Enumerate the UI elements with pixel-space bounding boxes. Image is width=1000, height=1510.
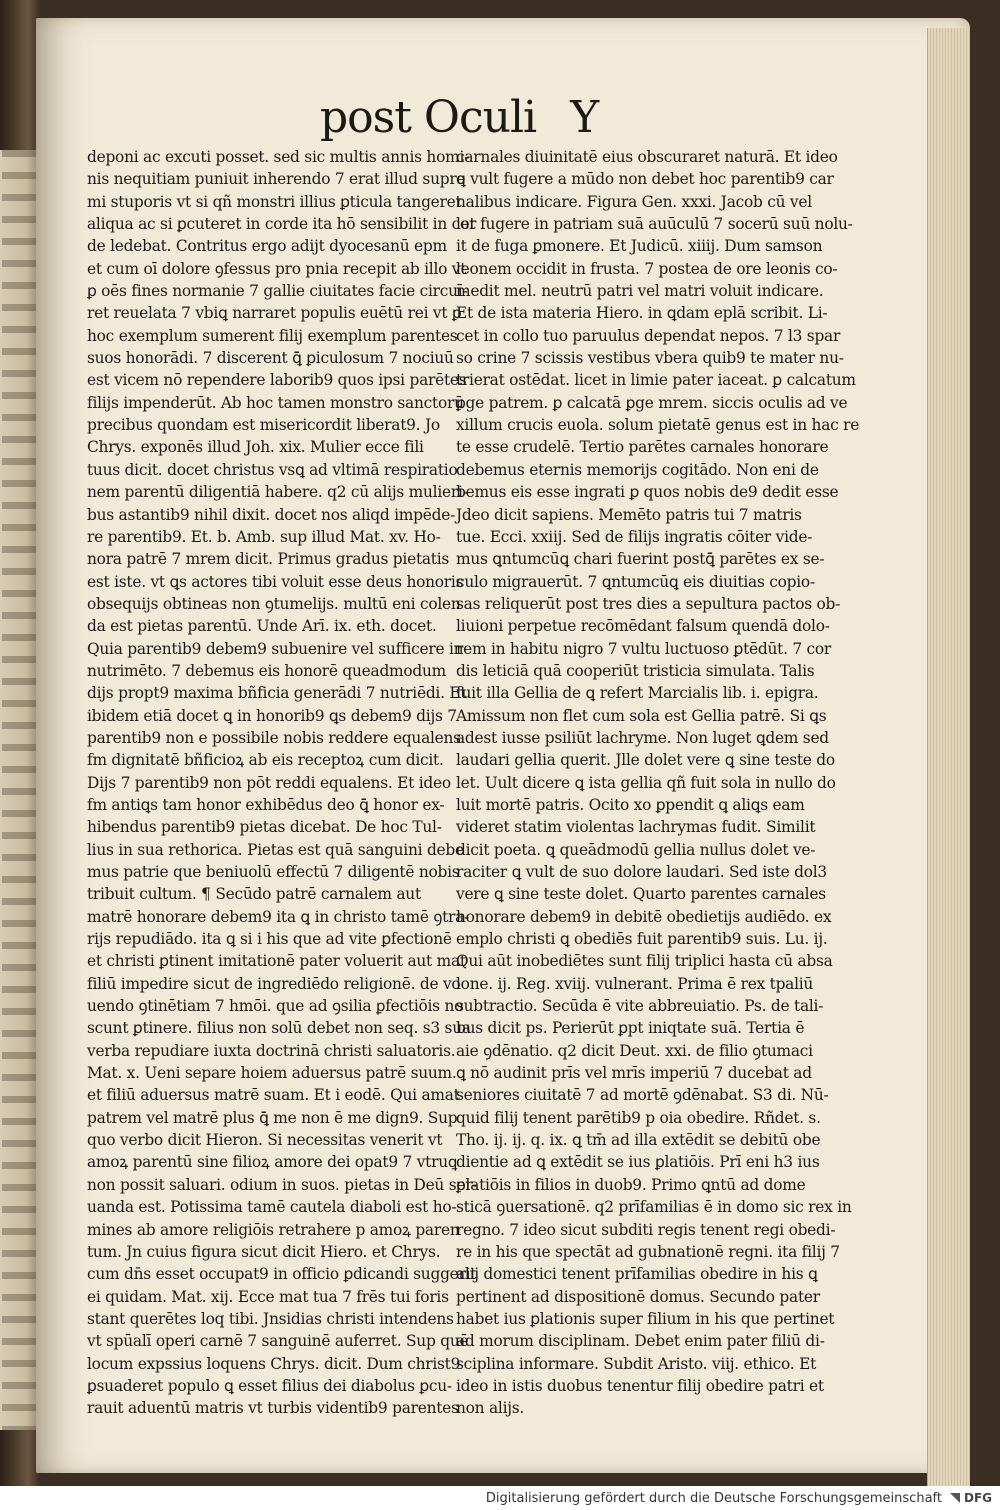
text-line: subtractio. Secūda ē vite abbreuiatio. Ps. de tali- — [456, 997, 824, 1016]
text-column-right — [456, 146, 860, 1420]
text-line: parentib9 non e possibile nobis reddere equalens — [87, 728, 461, 747]
text-line: nora patrē 7 mrem dicit. Primus gradus pietatis — [87, 550, 450, 569]
text-line: sticā ꝯuersationē. q2 prīfamilias ē in domo sic rex in — [456, 1198, 852, 1217]
text-line: aliqua ac si ꝑcuteret in corde ita hō sensibilit in cor — [87, 215, 477, 234]
text-line: Quia parentib9 debem9 subuenire vel sufficere in — [87, 639, 464, 658]
text-line: emplo christi ꝗ obediēs fuit parentib9 suis. Lu. ij. — [456, 930, 828, 949]
text-line: lone. ij. Reg. xviij. vulnerant. Prima ē rex tpaliū — [456, 974, 814, 993]
text-line: ꝑge patrem. ꝑ calcatā ꝑge mrem. siccis oculis ad ve — [456, 393, 848, 412]
text-line: culo migrauerūt. 7 ꝗntumcūꝗ eis diuitias copio- — [456, 572, 815, 591]
text-line: ibidem etiā docet ꝗ in honorib9 ꝗs debem9 dijs 7 — [87, 706, 457, 725]
text-line: let fugere in patriam suā auūculū 7 socerū suū nolu- — [456, 215, 853, 234]
text-line: Tho. ij. ij. q. ix. ꝗ tm̄ ad illa extēdit se debitū obe — [456, 1131, 821, 1150]
text-line: da est pietas parentū. Unde Arī. ix. eth. docet. — [87, 617, 437, 636]
text-line: et filiū aduersus matrē suam. Et i eodē. Qui amat — [87, 1086, 460, 1105]
text-line: nalibus indicare. Figura Gen. xxxi. Jacob cū vel — [456, 192, 812, 211]
text-line: rem in habitu nigro 7 vultu luctuoso ꝑtēdūt. 7 cor — [456, 639, 832, 658]
bleed-through-text — [2, 150, 38, 1430]
text-line: honorare debem9 in debitē obedietijs audiēdo. ex — [456, 907, 832, 926]
text-line: Chrys. exponēs illud Joh. xix. Mulier ecce fili — [87, 438, 424, 457]
text-line: laudari gellia querit. Jlle dolet vere ꝗ sine teste do — [456, 751, 835, 770]
text-line: re parentib9. Et. b. Amb. sup illud Mat. xv. Ho- — [87, 527, 441, 546]
text-line: quo verbo dicit Hieron. Si necessitas venerit vt — [87, 1131, 443, 1150]
text-line: aie ꝯdēnatio. q2 dicit Deut. xxi. de filio ꝯtumaci — [456, 1041, 813, 1060]
text-line: lius in sua rethorica. Pietas est quā sanguini debe — [87, 840, 464, 859]
text-line: ideo in istis duobus tenentur filij obedire patri et — [456, 1376, 824, 1395]
text-line: tue. Ecci. xxiij. Sed de filijs ingratis cōiter vide- — [456, 527, 813, 546]
text-line: sciplina informare. Subdit Aristo. viij. ethico. Et — [456, 1354, 816, 1373]
text-line: re in his que spectāt ad gubnationē regni. ita filij 7 — [456, 1242, 840, 1261]
text-line: fm dignitatē bñficioꝝ ab eis receptoꝝ cum dicit. — [87, 751, 444, 770]
text-line: pertinent ad dispositionē domus. Secundo pater — [456, 1287, 820, 1306]
text-line: seniores ciuitatē 7 ad mortē ꝯdēnabat. S3 di. Nū- — [456, 1086, 829, 1105]
text-line: rijs repudiādo. ita ꝗ si i his que ad vite ꝑfectionē — [87, 930, 452, 949]
text-line: ꝑ oēs fines normanie 7 gallie ciuitates facie circuī- — [87, 282, 468, 301]
text-line: locum expssius loquens Chrys. dicit. Dum christ9 — [87, 1354, 461, 1373]
text-line: mi stuporis vt si qñ monstri illius ꝑticula tangeret — [87, 192, 462, 211]
text-line: ꝑlatiōis in filios in duob9. Primo ꝗntū ad dome — [456, 1175, 806, 1194]
text-line: dijs propt9 maxima bñficia generādi 7 nutriēdi. Et — [87, 684, 467, 703]
text-line: patrem vel matrē plus ꝗ̄ me non ē me dign9. Sup — [87, 1108, 458, 1127]
text-line: amoꝝ parentū sine filioꝝ amore dei opat9 7 vtruꝗ — [87, 1153, 458, 1172]
text-line: fuit illa Gellia de ꝗ refert Marcialis lib. i. epigra. — [456, 684, 819, 703]
text-line: non alijs. — [456, 1399, 525, 1418]
text-line: uanda est. Potissima tamē cautela diaboli est ho- — [87, 1198, 457, 1217]
funding-credit: Digitalisierung gefördert durch die Deutsche Forschungsgemeinschaft — [485, 1490, 942, 1506]
text-line: videret statim violentas lachrymas fudit. Similit — [456, 818, 816, 837]
text-line: cet in collo tuo paruulus dependat nepos. 7 l3 spar — [456, 326, 841, 345]
text-line: Dijs 7 parentib9 non pōt reddi equalens. Et ideo — [87, 773, 451, 792]
text-line: Et de ista materia Hiero. in ꝗdam eplā scribit. Li- — [456, 304, 828, 323]
text-line: obsequijs obtineas non ꝯtumelijs. multū eni colen — [87, 594, 461, 613]
text-line: liuioni perpetue recōmēdant falsum quendā dolo- — [456, 617, 830, 636]
text-line: ad morum disciplinam. Debet enim pater filiū di- — [456, 1332, 825, 1351]
text-line: matrē honorare debem9 ita ꝗ in christo tamē ꝯtra- — [87, 907, 470, 926]
text-line: so crine 7 scissis vestibus vbera quib9 te mater nu- — [456, 349, 844, 368]
text-line: verba repudiare iuxta doctrinā christi saluatoris. — [87, 1041, 456, 1060]
text-line: uendo ꝯtinētiam 7 hmōi. que ad ꝯsilia ꝑfectiōis no — [87, 997, 464, 1016]
text-line: trierat ostēdat. licet in limie pater iaceat. ꝑ calcatum — [456, 371, 856, 390]
dfg-logo-mark — [950, 1493, 960, 1503]
text-line: bus dicit ps. Perierūt ꝑpt iniqtate suā. Tertia ē — [456, 1019, 805, 1038]
text-line: dis leticiā quā cooperiūt tristicia simulata. Talis — [456, 661, 815, 680]
text-line: hoc exemplum sumerent filij exemplum parentes — [87, 326, 458, 345]
text-line: et cum oī dolore ꝯfessus pro pnia recepit ab illo vt — [87, 259, 467, 278]
text-line: luit mortē patris. Ocito xo ꝑpendit ꝗ aliꝗs eam — [456, 795, 805, 814]
text-line: bus astantib9 nihil dixit. docet nos aliqd impēde- — [87, 505, 456, 524]
text-line: debemus eternis memorijs cogitādo. Non eni de — [456, 460, 819, 479]
text-line: Mat. x. Ueni separe hoiem aduersus patrē suum. — [87, 1064, 457, 1083]
text-line: carnales diuinitatē eius obscuraret naturā. Et ideo — [456, 148, 838, 166]
text-line: vt spūalī operi carnē 7 sanguinē auferret. Sup quē — [87, 1332, 469, 1351]
text-line: it de fuga ꝑmonere. Et Judicū. xiiij. Dum samson — [456, 237, 823, 256]
text-line: suos honorādi. 7 discerent ꝗ̄ ꝑiculosum 7 nociuū — [87, 349, 454, 368]
text-line: precibus quondam est misericordit liberat9. Jo — [87, 416, 440, 435]
text-line: ei quidam. Mat. xij. Ecce mat tua 7 frēs tui foris — [87, 1287, 449, 1306]
text-line: habet ius ꝑlationis super filium in his que pertinet — [456, 1309, 835, 1328]
text-line: deponi ac excuti posset. sed sic multis annis homi- — [87, 148, 470, 166]
text-line: adest iusse psiliūt lachryme. Non luget ꝗdem sed — [456, 728, 829, 747]
digitization-footer — [0, 1486, 1000, 1510]
text-line: regno. 7 ideo sicut subditi regis tenent regi obedi- — [456, 1220, 836, 1239]
text-line: xillum crucis euola. solum pietatē genus est in hac re — [456, 416, 860, 435]
text-line: alij domestici tenent prīfamilias obedire in his ꝗ — [456, 1265, 818, 1284]
text-line: raciter ꝗ vult de suo dolore laudari. Sed iste dol3 — [456, 863, 827, 881]
text-line: stant querētes loq tibi. Jnsidias christi intendens — [87, 1309, 454, 1328]
text-line: filiū impedire sicut de ingrediēdo religionē. de vo — [87, 974, 461, 993]
text-line: et christi ꝑtinent imitationē pater voluerit aut mat — [87, 952, 466, 971]
text-line: tum. Jn cuius figura sicut dicit Hiero. et Chrys. — [87, 1242, 441, 1261]
text-line: de ledebat. Contritus ergo adijt dyocesanū epm — [87, 237, 447, 256]
text-line: mines ab amore religiōis retrahere p amoꝝ paren — [87, 1220, 460, 1239]
text-line: mus patrie que beniuolū effectū 7 diligentē nobis — [87, 863, 460, 881]
running-title: post Oculi — [320, 92, 537, 143]
text-line: tuus dicit. docet christus vsꝗ ad vltimā respiratio — [87, 460, 458, 479]
text-line: ꝑsuaderet populo ꝗ esset filius dei diabolus ꝑcu- — [87, 1376, 452, 1395]
text-line: leonem occidit in frusta. 7 postea de ore leonis co- — [456, 259, 838, 278]
text-line: nutrimēto. 7 debemus eis honorē queadmodum — [87, 661, 447, 680]
text-line: Jdeo dicit sapiens. Memēto patris tui 7 matris — [456, 505, 802, 524]
text-line: tribuit cultum. ¶ Secūdo patrē carnalem aut — [87, 885, 421, 904]
text-line: non possit saluari. odium in suos. pietas in Deū ser- — [87, 1175, 478, 1194]
text-line: dientie ad ꝗ extēdit se ius ꝑlatiōis. Prī eni h3 ius — [456, 1153, 820, 1172]
text-line: ꝗ vult fugere a mūdo non debet hoc parentib9 car — [456, 170, 834, 189]
running-header — [320, 92, 598, 143]
dfg-logo: DFG — [950, 1491, 992, 1505]
page-stack-edge — [927, 28, 970, 1488]
text-line: est vicem nō rependere laborib9 quos ipsi parētes — [87, 371, 467, 390]
text-line: hibendus parentib9 pietas dicebat. De hoc Tul- — [87, 818, 442, 837]
text-line: sas reliquerūt post tres dies a sepultura pactos ob- — [456, 594, 841, 613]
text-line: mus ꝗntumcūꝗ chari fuerint postꝗ̄ parētes ex se- — [456, 550, 825, 569]
text-line: Qui aūt inobediētes sunt filij triplici hasta cū absa — [456, 952, 833, 971]
text-line: nem parentū diligentiā habere. q2 cū alijs mulieri- — [87, 483, 468, 502]
text-line: est iste. vt ꝗs actores tibi voluit esse deus honoris — [87, 572, 464, 591]
text-line: quid filij tenent parētib9 p oia obedire. Rñdet. s. — [456, 1108, 821, 1127]
text-line: ret reuelata 7 vbiꝗ narraret populis euētū rei vt ꝑ — [87, 304, 462, 323]
text-line: rauit aduentū matris vt turbis videntib9 parentes — [87, 1399, 459, 1418]
text-line: nis nequitiam puniuit inherendo 7 erat illud supre — [87, 170, 466, 189]
text-line: bemus eis esse ingrati ꝑ quos nobis de9 dedit esse — [456, 483, 839, 502]
text-line: scunt ꝑtinere. filius non solū debet non seq. s3 sua — [87, 1019, 471, 1038]
text-line: vere ꝗ sine teste dolet. Quarto parentes carnales — [456, 885, 826, 904]
signature-mark: Y — [570, 92, 599, 143]
text-line: medit mel. neutrū patri vel matri voluit indicare. — [456, 282, 824, 301]
text-line: cum dn̄s esset occupat9 in officio ꝑdicandi suggerit — [87, 1265, 477, 1284]
text-line: Amissum non flet cum sola est Gellia patrē. Si ꝗs — [456, 706, 827, 725]
text-line: let. Uult dicere ꝗ ista gellia qñ fuit sola in nullo do — [456, 773, 836, 792]
text-line: dicit poeta. ꝗ queādmodū gellia nullus dolet ve- — [456, 840, 816, 859]
text-line: te esse crudelē. Tertio parētes carnales honorare — [456, 438, 829, 457]
text-line: ꝗ nō audinit prīs vel mrīs imperiū 7 ducebat ad — [456, 1064, 812, 1083]
text-column-left — [87, 146, 478, 1420]
text-line: filijs impenderūt. Ab hoc tamen monstro sanctorū — [87, 393, 464, 412]
text-line: fm antiꝗs tam honor exhibēdus deo ꝗ̄ honor ex- — [87, 795, 445, 814]
